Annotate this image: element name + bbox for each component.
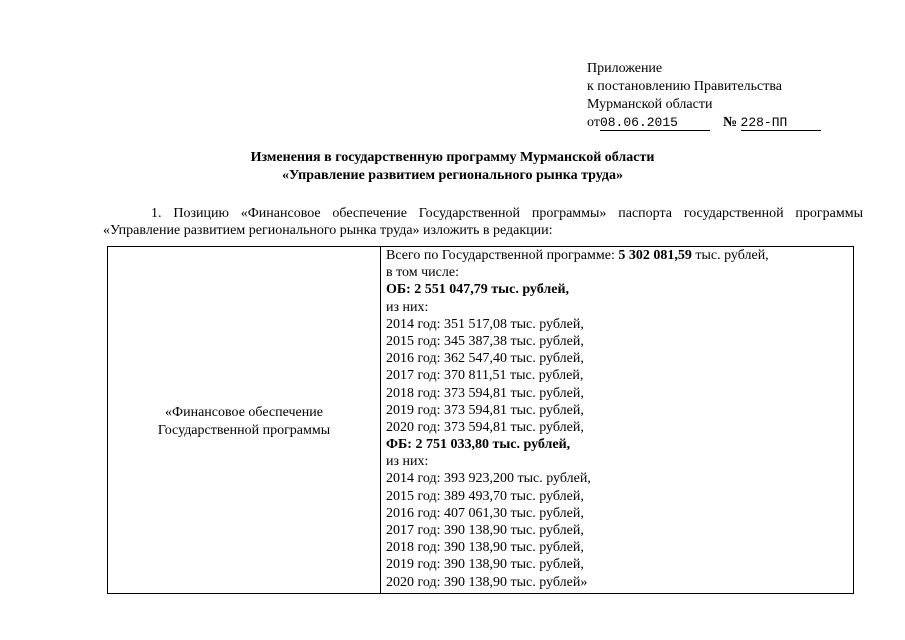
date-value: 08.06.2015 [600,116,710,131]
total-prefix: Всего по Государственной программе: [386,248,619,263]
fb-total-line: ФБ: 2 751 033,80 тыс. рублей, [386,437,571,453]
fb-year-2016: 2016 год: 407 061,30 тыс. рублей, [386,505,584,521]
ob-total-line: ОБ: 2 551 047,79 тыс. рублей, [386,282,570,298]
ob-year-2017: 2017 год: 370 811,51 тыс. рублей, [386,368,584,384]
intro-line-2: «Управление развитием регионального рынка труда» изложить в редакции: [103,223,553,238]
total-line [386,247,851,264]
number-value: 228-ПП [741,116,821,131]
appendix-date-number-line [587,114,821,132]
total-value: 5 302 081,59 [618,248,692,263]
ob-year-2020: 2020 год: 373 594,81 тыс. рублей, [386,419,584,435]
financing-label-line-1: «Финансовое обеспечение [165,405,323,420]
intro-line-1: 1. Позицию «Финансовое обеспечение Государственной программы» паспорта государственной программы [151,206,863,221]
financing-label-line-2: Государственной программы [157,423,331,438]
ob-year-2018: 2018 год: 373 594,81 тыс. рублей, [386,385,584,401]
total-suffix: тыс. рублей, [691,248,769,263]
fb-year-2020: 2020 год: 390 138,90 тыс. рублей» [386,574,588,590]
ob-year-2019: 2019 год: 373 594,81 тыс. рублей, [386,402,584,418]
fb-year-2019: 2019 год: 390 138,90 тыс. рублей, [386,557,584,573]
date-prefix: от [587,115,600,130]
fb-year-2014: 2014 год: 393 923,200 тыс. рублей, [386,471,591,487]
appendix-label: Приложение [587,61,663,76]
appendix-resolution-line: к постановлению Правительства [587,79,783,94]
fb-year-2017: 2017 год: 390 138,90 тыс. рублей, [386,523,584,538]
including-line: в том числе: [386,265,459,281]
financing-table [107,246,854,594]
title-line-1: Изменения в государственную программу Мурманской области [250,150,655,165]
ob-year-2016: 2016 год: 362 547,40 тыс. рублей, [386,351,584,367]
ob-of-them-line: из них: [386,299,429,315]
financing-values-cell [386,247,851,591]
ob-year-2015: 2015 год: 345 387,38 тыс. рублей, [386,333,584,349]
document-title [0,149,905,185]
ob-year-2014: 2014 год: 351 517,08 тыс. рублей, [386,316,584,332]
appendix-region-line: Мурманской области [587,97,713,112]
number-sign: № [722,115,738,130]
financing-label-cell [108,247,381,593]
title-line-2: «Управление развитием регионального рынка труда» [282,168,623,183]
fb-year-2018: 2018 год: 390 138,90 тыс. рублей, [386,540,584,556]
fb-of-them-line: из них: [386,454,429,470]
appendix-header [587,60,821,132]
intro-paragraph [103,205,863,239]
fb-year-2015: 2015 год: 389 493,70 тыс. рублей, [386,488,584,504]
